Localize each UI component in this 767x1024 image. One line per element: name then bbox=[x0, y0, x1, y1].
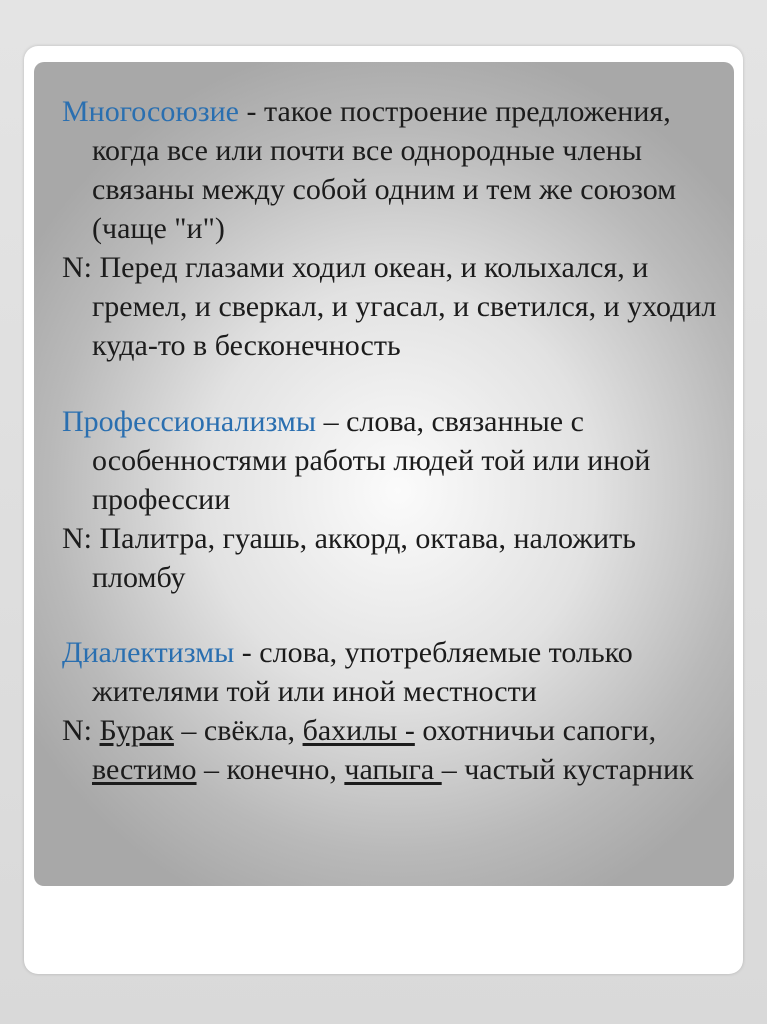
definition-mnogosoyuzie bbox=[62, 92, 722, 248]
definition-text: - такое построение предложения, когда все или почти все однородные члены связаны между собой одним и тем же союзом (чаще "и") bbox=[92, 95, 677, 245]
definition-text: - слова, употребляемые только жителями той или иной местности bbox=[92, 636, 633, 708]
term-professionalizmy: Профессионализмы bbox=[62, 405, 317, 438]
spacer bbox=[62, 597, 722, 633]
dialect-word-vestimo: вестимо bbox=[92, 753, 197, 786]
definition-text: – слова, связанные с особенностями работы людей той или иной профессии bbox=[92, 405, 651, 516]
example-professionalizmy bbox=[62, 519, 722, 597]
example-sep: : bbox=[83, 714, 100, 747]
dialect-word-bakhily: бахилы - bbox=[302, 714, 415, 747]
slide-text bbox=[62, 92, 722, 789]
dialect-word-burak: Бурак bbox=[99, 714, 174, 747]
dialect-meaning: – конечно, bbox=[196, 753, 345, 786]
definition-professionalizmy bbox=[62, 402, 722, 519]
example-text: : Палитра, гуашь, аккорд, октава, наложить пломбу bbox=[83, 522, 636, 594]
example-prefix: N bbox=[62, 522, 84, 555]
example-prefix: N bbox=[62, 251, 84, 284]
example-mnogosoyuzie bbox=[62, 248, 722, 365]
term-mnogosoyuzie: Многосоюзие bbox=[62, 95, 239, 128]
example-text: : Перед глазами ходил океан, и колыхался, и гремел, и сверкал, и угасал, и светился, и уходил куда-то в бесконечность bbox=[83, 251, 717, 362]
term-dialektizmy: Диалектизмы bbox=[62, 636, 235, 669]
dialect-meaning: охотничьи сапоги, bbox=[414, 714, 657, 747]
dialect-meaning: – свёкла, bbox=[173, 714, 303, 747]
example-prefix: N bbox=[62, 714, 84, 747]
dialect-word-chapyga: чапыга bbox=[344, 753, 442, 786]
spacer bbox=[62, 365, 722, 402]
definition-dialektizmy bbox=[62, 633, 722, 711]
dialect-meaning: – частый кустарник bbox=[441, 753, 694, 786]
example-dialektizmy bbox=[62, 711, 722, 789]
